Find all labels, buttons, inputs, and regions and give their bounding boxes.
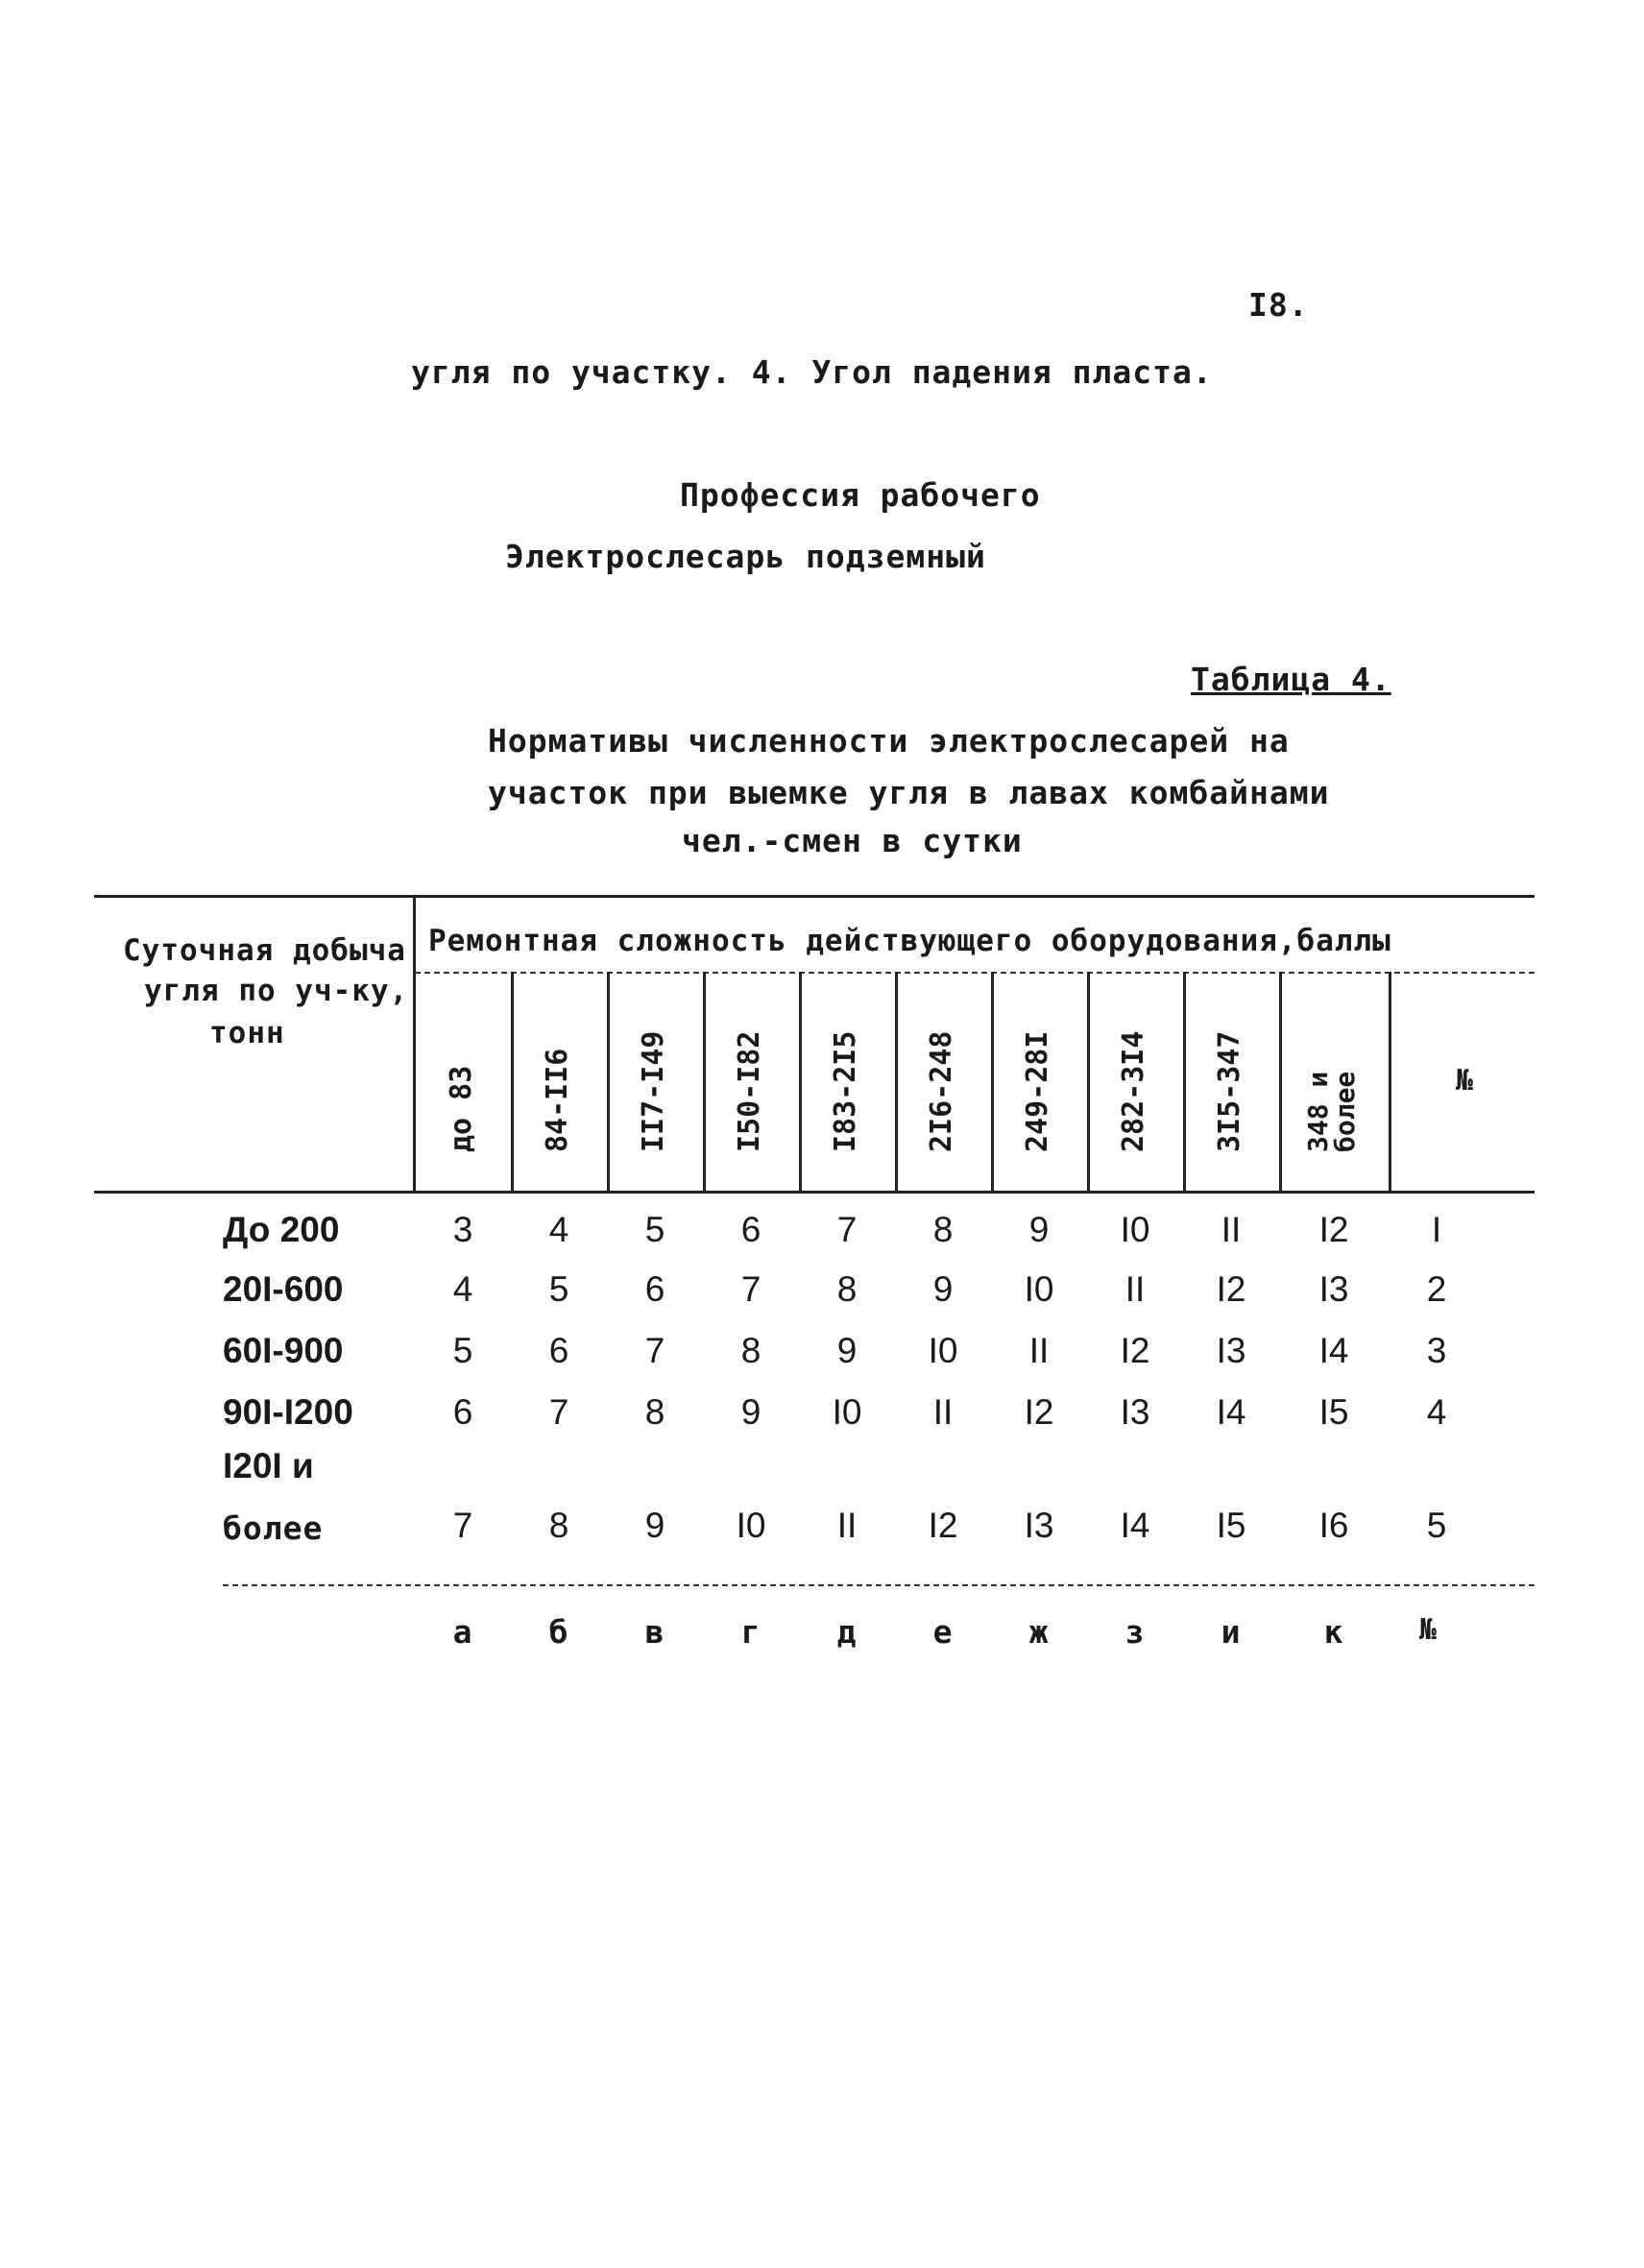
table-cell: 8 (740, 1331, 762, 1370)
table-cell: I6 (1318, 1506, 1349, 1545)
footer-letter: б (548, 1613, 569, 1651)
column-divider (1087, 972, 1090, 1191)
table-cell: I5 (1318, 1392, 1349, 1432)
table-title-line1: Нормативы численности электрослесарей на (488, 722, 1290, 760)
column-divider (895, 972, 898, 1191)
table-cell: I4 (1216, 1392, 1246, 1432)
table-cell: I4 (1318, 1331, 1349, 1370)
page-number: I8. (1248, 286, 1309, 324)
footer-letter: к (1323, 1613, 1344, 1651)
row-number: 3 (1426, 1331, 1447, 1370)
table-cell: 6 (644, 1269, 665, 1309)
column-divider (511, 972, 514, 1191)
table-cell: I0 (736, 1506, 766, 1545)
table-cell: II (836, 1506, 858, 1545)
table-cell: 5 (548, 1269, 569, 1309)
table-cell: II (1124, 1269, 1146, 1309)
table-cell: II (1221, 1210, 1242, 1249)
table-cell: 9 (836, 1331, 858, 1370)
table-caption: Таблица 4. (1191, 661, 1391, 698)
table-cell: I5 (1216, 1506, 1246, 1545)
table-cell: 4 (452, 1269, 473, 1309)
table-cell: 5 (452, 1331, 473, 1370)
column-group-header: Ремонтная сложность действующего оборудования,баллы (428, 924, 1391, 958)
table-cell: I2 (1318, 1210, 1349, 1249)
row-label-continuation: более (223, 1509, 324, 1547)
column-divider (991, 972, 994, 1191)
table-cell: 7 (836, 1210, 858, 1249)
table-cell: I0 (928, 1331, 958, 1370)
table-cell: 9 (740, 1392, 762, 1432)
table-cell: I0 (1120, 1210, 1150, 1249)
header-left-border (413, 895, 416, 1191)
num-column-header: № (1456, 1064, 1475, 1098)
column-divider (1389, 972, 1391, 1191)
column-divider (1279, 972, 1282, 1191)
table-cell: I3 (1024, 1506, 1054, 1545)
table-cell: I3 (1120, 1392, 1150, 1432)
table-cell: 8 (836, 1269, 858, 1309)
table-cell: 8 (932, 1210, 954, 1249)
row-number: 4 (1426, 1392, 1447, 1432)
table-cell: 7 (644, 1331, 665, 1370)
row-number: 5 (1426, 1506, 1447, 1545)
table-cell: I3 (1318, 1269, 1349, 1309)
table-cell: I2 (1216, 1269, 1246, 1309)
row-header-line3: тонн (209, 1016, 285, 1050)
column-header: 348 и более (1302, 1071, 1361, 1152)
continuation-text: угля по участку. 4. Угол падения пласта. (411, 353, 1213, 391)
table-top-border (94, 895, 1535, 898)
column-header: до 83 (445, 1065, 478, 1152)
table-cell: 5 (644, 1210, 665, 1249)
footer-letter: з (1124, 1613, 1146, 1651)
table-cell: 7 (740, 1269, 762, 1309)
table-cell: I0 (1024, 1269, 1054, 1309)
column-divider (799, 972, 802, 1191)
footer-num-symbol: № (1419, 1613, 1438, 1647)
column-header: 3I5-347 (1213, 1030, 1246, 1152)
row-label: 60I-900 (223, 1331, 344, 1370)
row-label: 20I-600 (223, 1269, 344, 1309)
table-cell: 4 (548, 1210, 569, 1249)
profession-name: Электрослесарь подземный (505, 538, 986, 575)
column-header: II7-I49 (637, 1030, 670, 1152)
footer-letter: в (644, 1613, 665, 1651)
row-header-line1: Суточная добыча (123, 933, 406, 968)
table-cell: I2 (1024, 1392, 1054, 1432)
table-cell: 8 (644, 1392, 665, 1432)
table-cell: 6 (452, 1392, 473, 1432)
table-cell: 6 (740, 1210, 762, 1249)
table-cell: I2 (1120, 1331, 1150, 1370)
table-cell: 6 (548, 1331, 569, 1370)
column-header: I83-2I5 (829, 1030, 862, 1152)
column-header: 249-28I (1021, 1030, 1054, 1152)
table-cell: 9 (644, 1506, 665, 1545)
table-cell: 9 (1028, 1210, 1050, 1249)
column-divider (1183, 972, 1186, 1191)
table-cell: I2 (928, 1506, 958, 1545)
row-header-line2: угля по уч-ку, (144, 974, 409, 1008)
row-label: I20I и (223, 1446, 314, 1485)
header-bottom-border (94, 1191, 1535, 1194)
table-cell: I0 (832, 1392, 862, 1432)
header-group-divider (415, 972, 1535, 974)
footer-letter: ж (1028, 1613, 1050, 1651)
table-cell: I3 (1216, 1331, 1246, 1370)
column-divider (607, 972, 610, 1191)
table-cell: 3 (452, 1210, 473, 1249)
column-header: 2I6-248 (925, 1030, 958, 1152)
table-bottom-border (223, 1584, 1535, 1586)
table-cell: II (1028, 1331, 1050, 1370)
profession-heading: Профессия рабочего (680, 476, 1041, 514)
table-title-line3: чел.-смен в сутки (682, 822, 1023, 859)
row-label: До 200 (223, 1210, 340, 1249)
footer-letter: и (1221, 1613, 1242, 1651)
column-header: 282-3I4 (1117, 1030, 1150, 1152)
table-cell: 9 (932, 1269, 954, 1309)
footer-letter: г (740, 1613, 762, 1651)
table-cell: 8 (548, 1506, 569, 1545)
table-cell: I4 (1120, 1506, 1150, 1545)
row-label: 90I-I200 (223, 1392, 353, 1432)
footer-letter: е (932, 1613, 954, 1651)
table-title-line2: участок при выемке угля в лавах комбайнами (488, 774, 1330, 811)
footer-letter: а (452, 1613, 473, 1651)
column-divider (703, 972, 706, 1191)
table-cell: 7 (548, 1392, 569, 1432)
row-number: 2 (1426, 1269, 1447, 1309)
row-number: I (1431, 1210, 1442, 1249)
table-cell: 7 (452, 1506, 473, 1545)
column-header: I50-I82 (733, 1030, 766, 1152)
footer-letter: д (836, 1613, 858, 1651)
table-cell: II (932, 1392, 954, 1432)
column-header: 84-II6 (541, 1048, 574, 1152)
